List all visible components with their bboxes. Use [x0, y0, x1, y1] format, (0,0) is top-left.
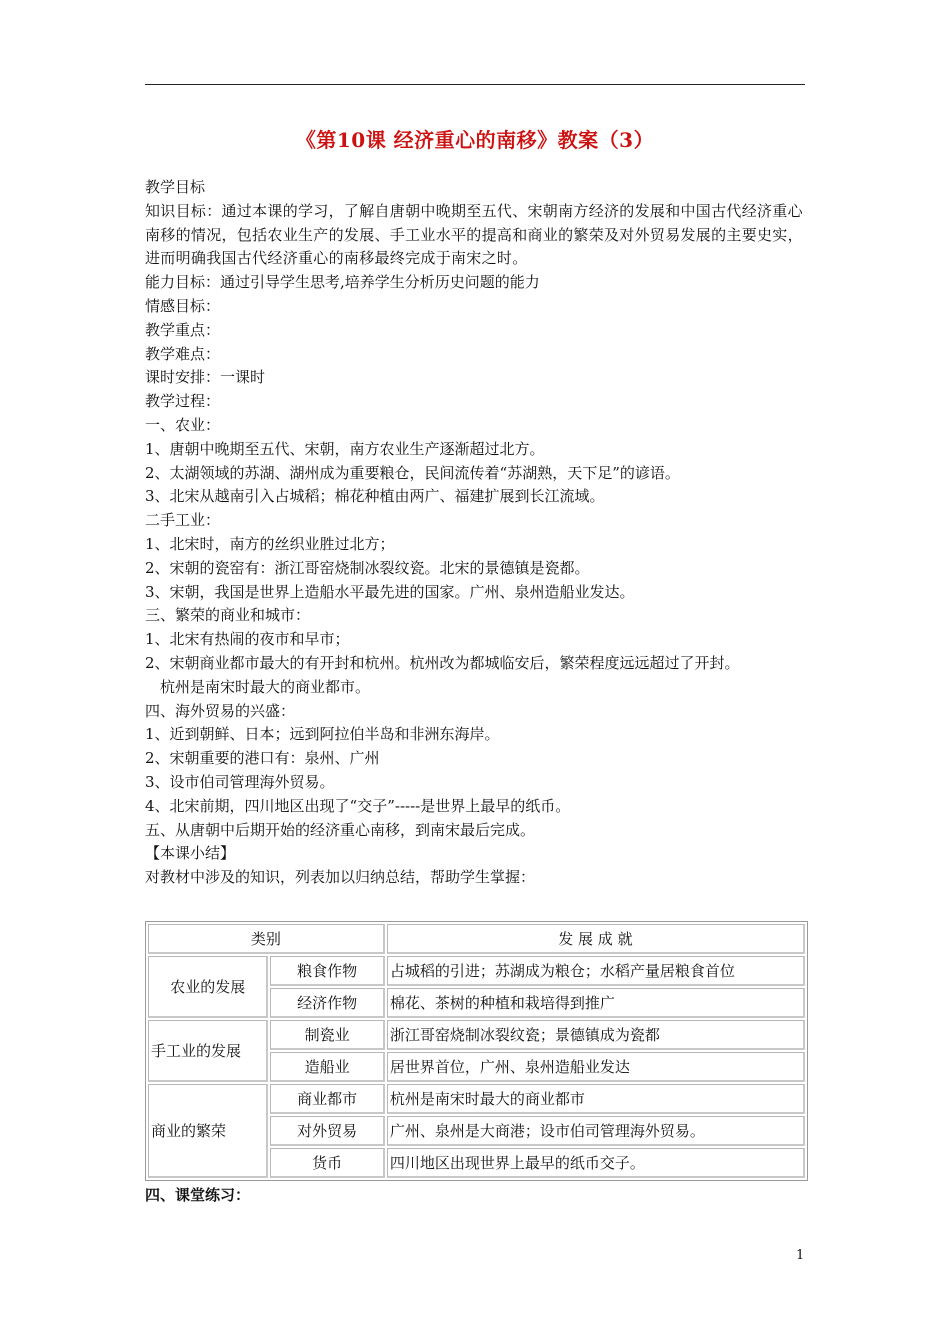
class-hours: 课时安排：一课时 [145, 368, 266, 387]
document-title: 《第10课 经济重心的南移》教案（3） [295, 128, 655, 152]
table-cell-sub: 造船业 [270, 1052, 384, 1082]
header-achievement: 发 展 成 就 [387, 924, 805, 954]
commerce-item-2: 2、宋朝商业都市最大的有开封和杭州。杭州改为都城临安后，繁荣程度远远超过了开封。 [145, 653, 740, 672]
teaching-process: 教学过程： [145, 392, 221, 411]
emotion-objective: 情感目标： [145, 296, 221, 315]
summary-table [145, 921, 808, 1181]
trade-item-3: 3、设市伯司管理海外贸易。 [145, 772, 335, 791]
table-cell-detail: 占城稻的引进；苏湖成为粮仓；水稻产量居粮食首位 [387, 956, 805, 986]
heading-overseas-trade: 四、海外贸易的兴盛： [145, 701, 296, 720]
commerce-item-1: 1、北宋有热闹的夜市和早市； [145, 630, 350, 649]
exercise-heading: 四、课堂练习： [145, 1186, 251, 1204]
document-body [145, 176, 810, 890]
table-cell-detail: 杭州是南宋时最大的商业都市 [387, 1084, 805, 1114]
handicraft-item-2: 2、宋朝的瓷窑有：浙江哥窑烧制冰裂纹瓷。北宋的景德镇是瓷都。 [145, 558, 590, 577]
handicraft-item-3: 3、宋朝，我国是世界上造船水平最先进的国家。广州、泉州造船业发达。 [145, 582, 635, 601]
table-cell-detail: 棉花、茶树的种植和栽培得到推广 [387, 988, 805, 1018]
section-heading-objectives: 教学目标 [145, 178, 206, 196]
group-handicraft: 手工业的发展 [148, 1020, 268, 1082]
table-row [148, 1084, 805, 1114]
trade-item-1: 1、近到朝鲜、日本；远到阿拉伯半岛和非洲东海岸。 [145, 725, 500, 744]
table-cell-sub: 商业都市 [270, 1084, 384, 1114]
trade-item-2: 2、宋朝重要的港口有：泉州、广州 [145, 749, 380, 768]
agriculture-item-1: 1、唐朝中晚期至五代、宋朝，南方农业生产逐渐超过北方。 [145, 439, 545, 458]
teaching-focus: 教学重点： [145, 320, 221, 339]
table-cell-sub: 货币 [270, 1148, 384, 1178]
summary-intro: 对教材中涉及的知识，列表加以归纳总结，帮助学生掌握： [145, 868, 536, 887]
table-cell-detail: 浙江哥窑烧制冰裂纹瓷；景德镇成为瓷都 [387, 1020, 805, 1050]
handicraft-item-1: 1、北宋时，南方的丝织业胜过北方； [145, 534, 395, 553]
table-cell-sub: 对外贸易 [270, 1116, 384, 1146]
table-header-row [148, 924, 805, 954]
agriculture-item-3: 3、北宋从越南引入占城稻；棉花种植由两广、福建扩展到长江流域。 [145, 487, 605, 506]
table-cell-sub: 粮食作物 [270, 956, 384, 986]
heading-agriculture: 一、农业： [145, 415, 221, 434]
ability-objective: 能力目标：通过引导学生思考,培养学生分析历史问题的能力 [145, 273, 540, 292]
table-cell-detail: 广州、泉州是大商港；设市伯司管理海外贸易。 [387, 1116, 805, 1146]
heading-lesson-summary: 【本课小结】 [145, 844, 236, 863]
table-cell-sub: 制瓷业 [270, 1020, 384, 1050]
header-rule [145, 84, 805, 85]
knowledge-objective: 知识目标：通过本课的学习，了解自唐朝中晚期至五代、宋朝南方经济的发展和中国古代经济重心南移的情况，包括农业生产的发展、手工业水平的提高和商业的繁荣及对外贸易发展的主要史实，进而明确我国古代经济重心的南移最终完成于南宋之时。 [145, 201, 803, 268]
table-cell-detail: 居世界首位，广州、泉州造船业发达 [387, 1052, 805, 1082]
teaching-difficulty: 教学难点： [145, 344, 221, 363]
group-commerce: 商业的繁荣 [148, 1084, 268, 1178]
table-row [148, 956, 805, 986]
group-agriculture: 农业的发展 [148, 956, 268, 1018]
heading-handicraft: 二手工业： [145, 511, 221, 530]
table-cell-detail: 四川地区出现世界上最早的纸币交子。 [387, 1148, 805, 1178]
trade-item-4: 4、北宋前期，四川地区出现了“交子”-----是世界上最早的纸币。 [145, 796, 571, 815]
heading-commerce: 三、繁荣的商业和城市： [145, 606, 311, 625]
page-number: 1 [796, 1248, 805, 1263]
table-cell-sub: 经济作物 [270, 988, 384, 1018]
agriculture-item-2: 2、太湖领域的苏湖、湖州成为重要粮仓，民间流传着“苏湖熟，天下足”的谚语。 [145, 463, 680, 482]
table-row [148, 1020, 805, 1050]
commerce-item-2-continued: 杭州是南宋时最大的商业都市。 [160, 677, 371, 696]
header-category: 类别 [148, 924, 385, 954]
heading-conclusion: 五、从唐朝中后期开始的经济重心南移，到南宋最后完成。 [145, 820, 536, 839]
